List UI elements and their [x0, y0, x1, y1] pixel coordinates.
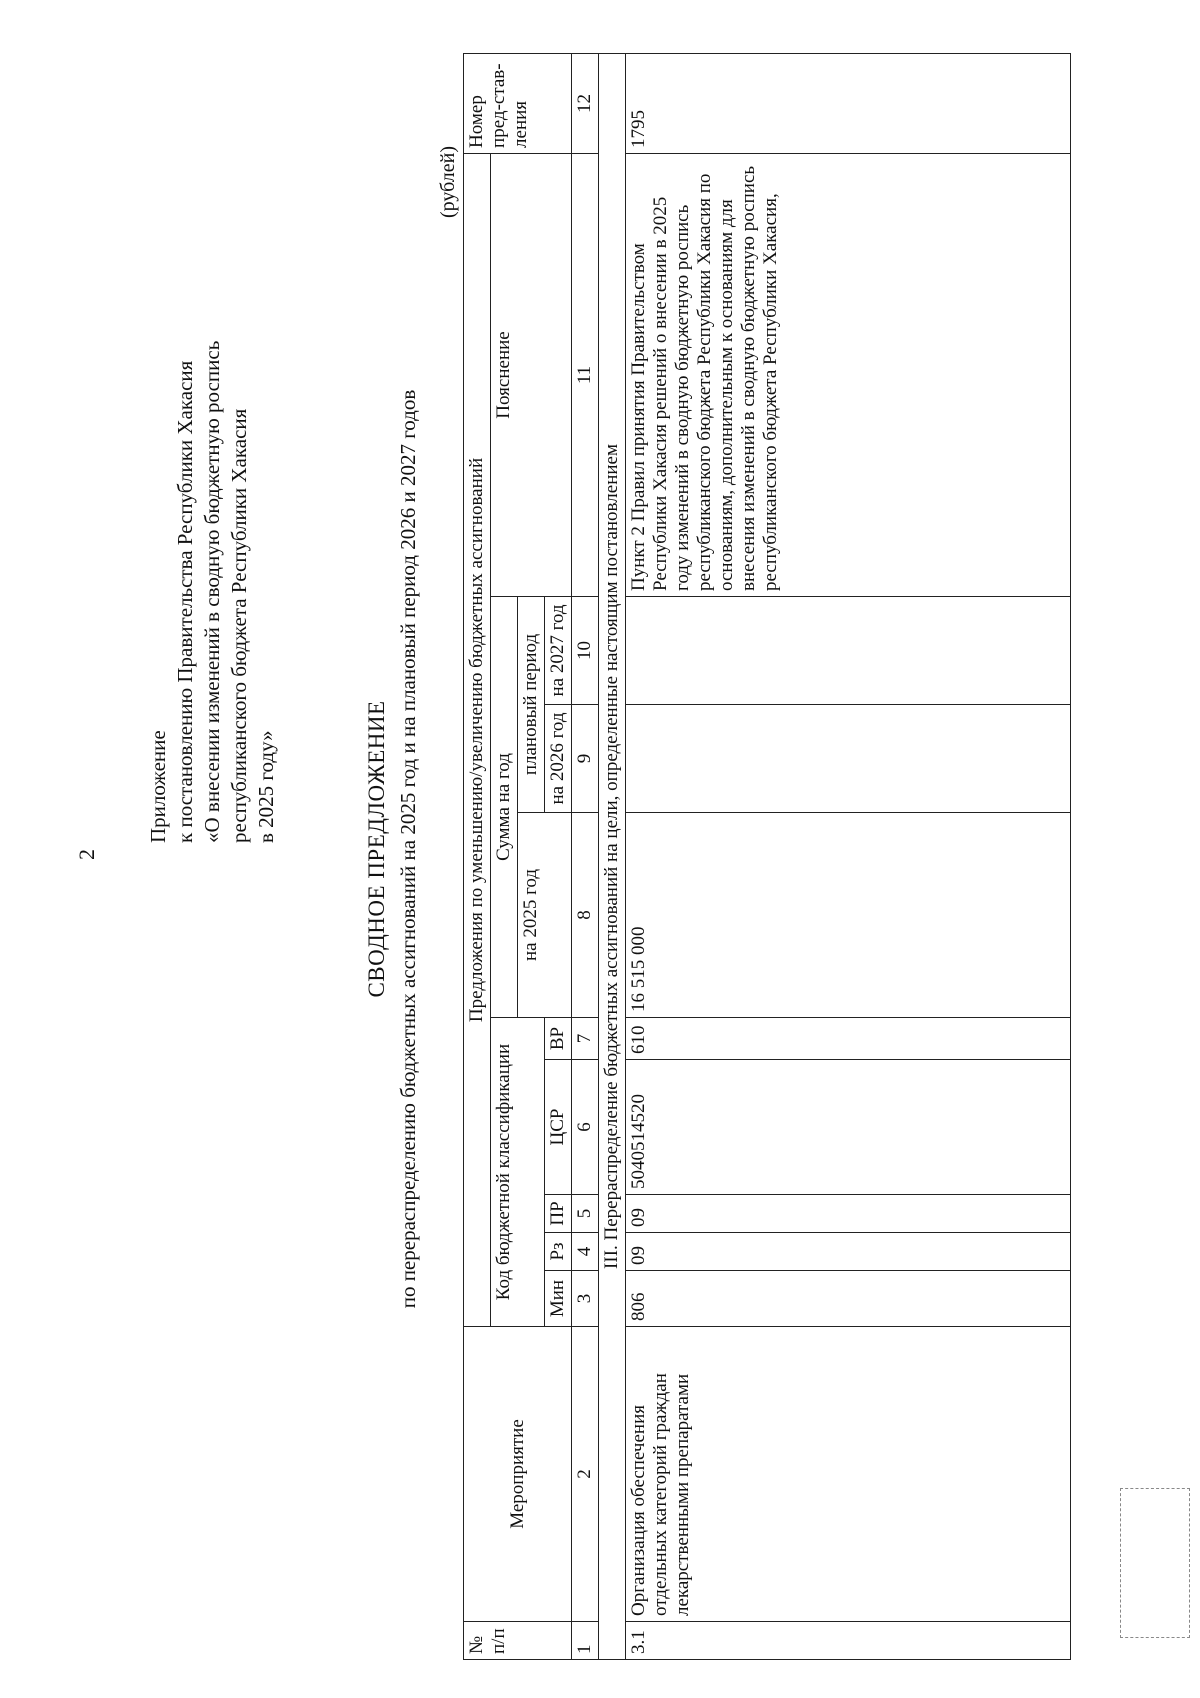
- column-number: 8: [572, 813, 599, 1018]
- header-y2026: на 2026 год: [545, 705, 572, 813]
- appendix-line: республиканского бюджета Республики Хакасия: [227, 408, 251, 843]
- appendix-block: [145, 283, 280, 843]
- column-number: 7: [572, 1018, 599, 1060]
- header-min: Мин: [545, 1271, 572, 1327]
- row-rz: 09: [626, 1233, 1071, 1271]
- header-vr: ВР: [545, 1018, 572, 1060]
- row-y2027: [626, 597, 1071, 705]
- row-event: Организация обеспечения отдельных категорий граждан лекарственными препаратами: [626, 1327, 1071, 1622]
- column-number: 1: [572, 1622, 599, 1660]
- registration-stamp: [1120, 1488, 1190, 1638]
- header-proposals: Предложения по уменьшению/увеличению бюджетных ассигнований: [464, 153, 491, 1326]
- appendix-line: Приложение: [146, 730, 170, 843]
- appendix-line: «О внесении изменений в сводную бюджетную роспись: [200, 340, 224, 843]
- section-title: III. Перераспределение бюджетных ассигнований на цели, определенные настоящим постановлением: [599, 53, 626, 1659]
- section-row: [599, 53, 626, 1659]
- header-y2025: на 2025 год: [518, 813, 572, 1018]
- header-row: [464, 53, 491, 1659]
- column-number: 3: [572, 1271, 599, 1327]
- budget-table: [463, 53, 1071, 1660]
- column-number: 11: [572, 153, 599, 596]
- column-number: 2: [572, 1327, 599, 1622]
- header-csr: ЦСР: [545, 1060, 572, 1195]
- table-row: [626, 53, 1071, 1659]
- page-number: 2: [74, 849, 99, 860]
- document-subtitle: по перераспределению бюджетных ассигнований на 2025 год и на плановый период 2026 и 2027 годов: [396, 389, 420, 1309]
- header-sum: Сумма на год: [491, 597, 518, 1018]
- header-pr: ПР: [545, 1195, 572, 1233]
- column-number: 10: [572, 597, 599, 705]
- row-csr: 5040514520: [626, 1060, 1071, 1195]
- row-num: 3.1: [626, 1622, 1071, 1660]
- header-y2027: на 2027 год: [545, 597, 572, 705]
- appendix-line: к постановлению Правительства Республики Хакасия: [173, 360, 197, 843]
- header-planned: плановый период: [518, 597, 545, 813]
- header-explanation: Пояснение: [491, 153, 572, 596]
- units-label: (рублей): [437, 145, 459, 218]
- column-number-row: [572, 53, 599, 1659]
- header-num: № п/п: [464, 1622, 572, 1660]
- header-code: Код бюджетной классификации: [491, 1018, 545, 1327]
- header-repnum: Номер пред-став-ления: [464, 53, 572, 153]
- row-min: 806: [626, 1271, 1071, 1327]
- appendix-line: в 2025 году»: [254, 730, 278, 843]
- document-title: СВОДНОЕ ПРЕДЛОЖЕНИЕ: [364, 700, 389, 998]
- row-vr: 610: [626, 1018, 1071, 1060]
- column-number: 5: [572, 1195, 599, 1233]
- row-repnum: 1795: [626, 53, 1071, 153]
- row-y2026: [626, 705, 1071, 813]
- column-number: 4: [572, 1233, 599, 1271]
- column-number: 12: [572, 53, 599, 153]
- row-pr: 09: [626, 1195, 1071, 1233]
- row-explanation: Пункт 2 Правил принятия Правительством Республики Хакасия решений о внесении в 2025 году изменений в сводную бюджетную роспись республиканского бюджета Республики Хакасия по основаниям, дополнительным к основаниям для внесения изменений в сводную бюджетную роспись республиканского бюджета Республики Хакасия,: [626, 153, 1071, 596]
- header-event: Мероприятие: [464, 1327, 572, 1622]
- column-number: 6: [572, 1060, 599, 1195]
- row-y2025: 16 515 000: [626, 813, 1071, 1018]
- column-number: 9: [572, 705, 599, 813]
- header-rz: Рз: [545, 1233, 572, 1271]
